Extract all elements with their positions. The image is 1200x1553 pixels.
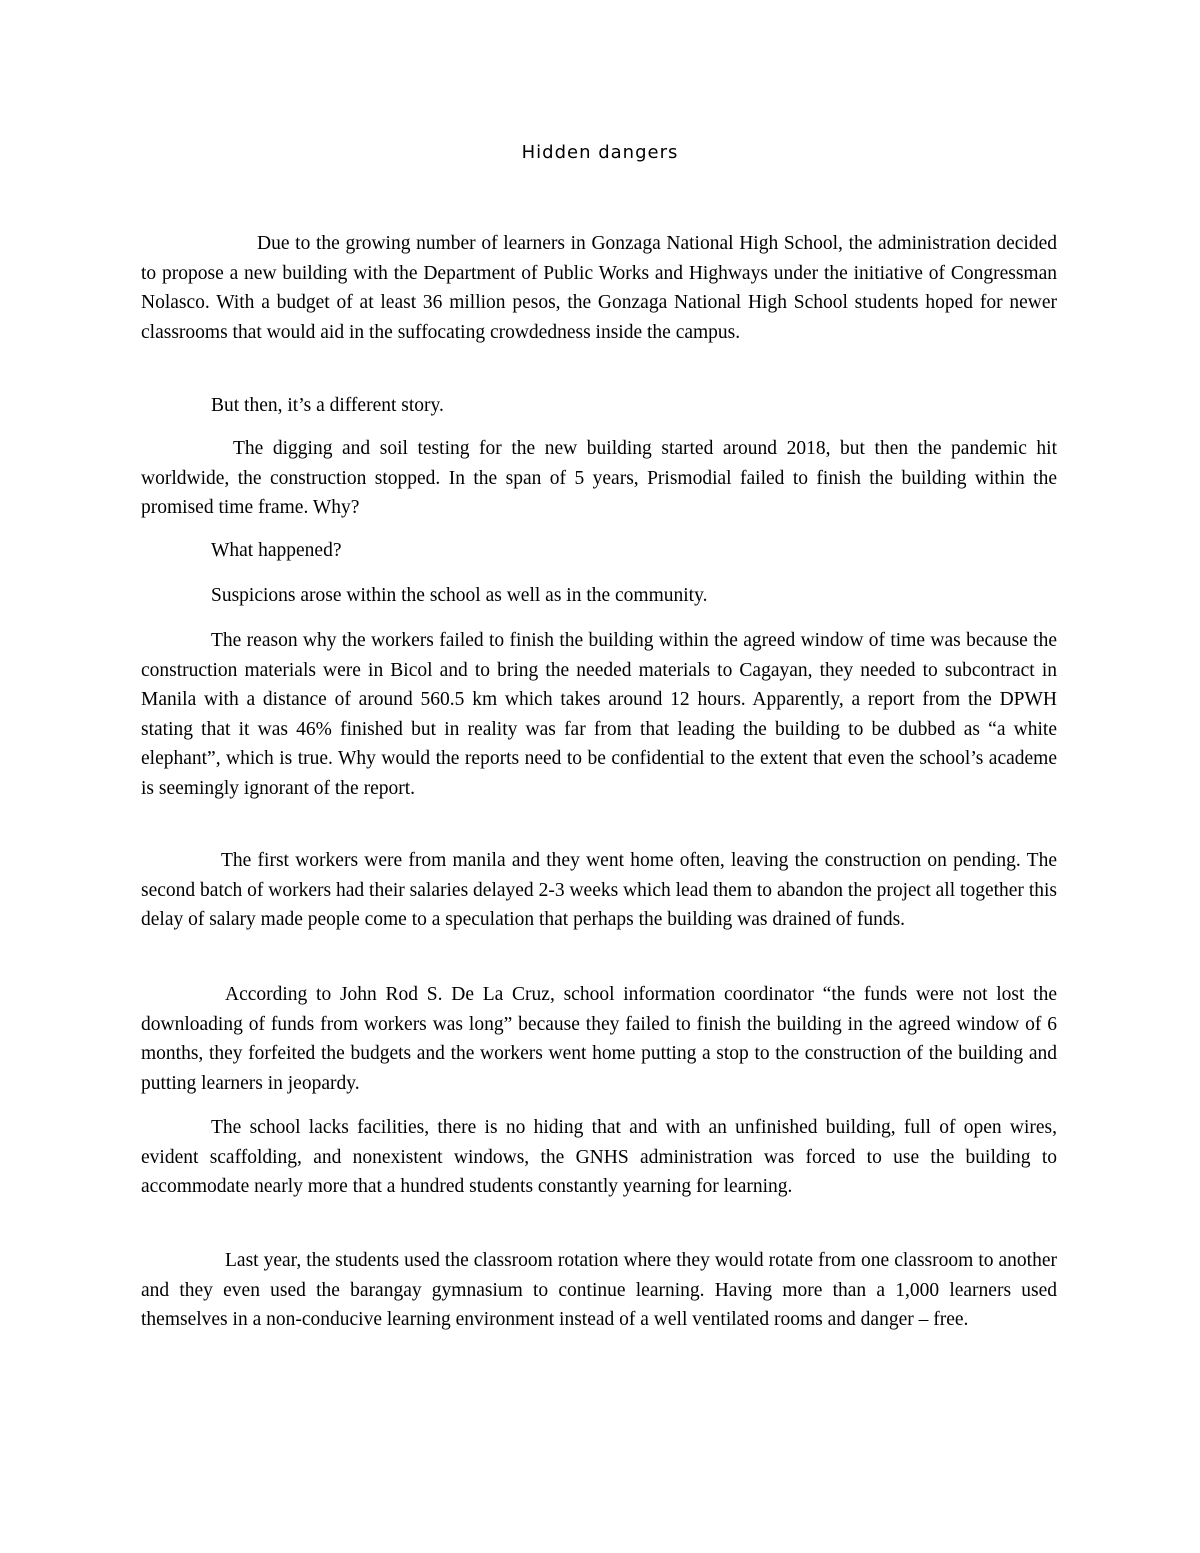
- paragraph-10: Last year, the students used the classroom rotation where they would rotate from one classroom to another and they even used the barangay gymnasium to continue learning. Having more than a 1,000 learners used themselves in a non-conducive learning environment instead of a well ventilated rooms and danger – free.: [141, 1250, 1057, 1331]
- paragraph-7: The first workers were from manila and they went home often, leaving the construction on pending. The second batch of workers had their salaries delayed 2-3 weeks which lead them to abandon the project all together this delay of salary made people come to a speculation that perhaps the building was drained of funds.: [141, 850, 1057, 931]
- paragraph-3: The digging and soil testing for the new building started around 2018, but then the pandemic hit worldwide, the construction stopped. In the span of 5 years, Prismodial failed to finish the building within the promised time frame. Why?: [141, 438, 1057, 519]
- paragraph-1: Due to the growing number of learners in Gonzaga National High School, the administration decided to propose a new building with the Department of Public Works and Highways under the initiative of Congressman Nolasco. With a budget of at least 36 million pesos, the Gonzaga National High School students hoped for newer classrooms that would aid in the suffocating crowdedness inside the campus.: [141, 233, 1057, 343]
- paragraph-9: The school lacks facilities, there is no hiding that and with an unfinished building, full of open wires, evident scaffolding, and nonexistent windows, the GNHS administration was forced to use the building to accommodate nearly more that a hundred students constantly yearning for learning.: [141, 1117, 1057, 1198]
- paragraph-5: Suspicions arose within the school as well as in the community.: [211, 585, 708, 606]
- paragraph-6: The reason why the workers failed to finish the building within the agreed window of time was because the construction materials were in Bicol and to bring the needed materials to Cagayan, they needed to subcontract in Manila with a distance of around 560.5 km which takes around 12 hours. Apparently, a report from the DPWH stating that it was 46% finished but in reality was far from that leading the building to be dubbed as “a white elephant”, which is true. Why would the reports need to be confidential to the extent that even the school’s academe is seemingly ignorant of the report.: [141, 630, 1057, 799]
- paragraph-4: What happened?: [211, 540, 342, 561]
- paragraph-8: According to John Rod S. De La Cruz, school information coordinator “the funds were not lost the downloading of funds from workers was long” because they failed to finish the building in the agreed window of 6 months, they forfeited the budgets and the workers went home putting a stop to the construction of the building and putting learners in jeopardy.: [141, 984, 1057, 1094]
- document-title: Hidden dangers: [521, 142, 679, 163]
- paragraph-2: But then, it’s a different story.: [211, 395, 444, 416]
